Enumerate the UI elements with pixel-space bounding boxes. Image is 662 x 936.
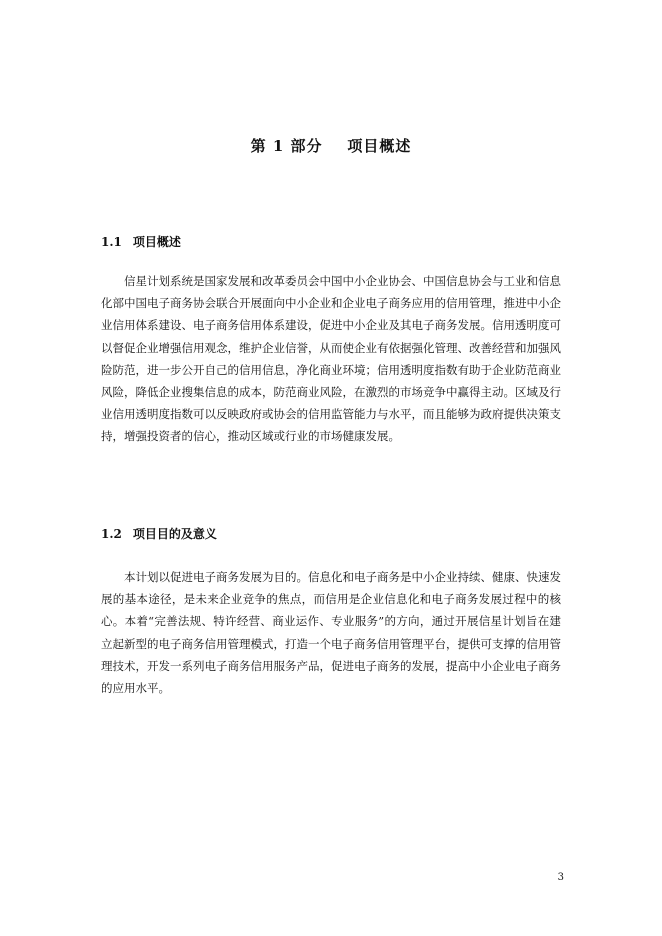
section-1-2-heading <box>101 526 217 542</box>
section-1-1-number: 1.1 <box>101 235 122 249</box>
section-1-2-paragraph: 本计划以促进电子商务发展为目的。信息化和电子商务是中小企业持续、健康、快速发展的基本途径，是未来企业竞争的焦点，而信用是企业信息化和电子商务发展过程中的核心。本着“完善法规、特许经营、商业运作、专业服务”的方向，通过开展信星计划旨在建立起新型的电子商务信用管理模式，打造一个电子商务信用管理平台，提供可支撑的信用管理技术，开发一系列电子商务信用服务产品，促进电子商务的发展，提高中小企业电子商务的应用水平。 <box>101 570 561 696</box>
page-number: 3 <box>557 872 564 883</box>
section-1-2-title: 项目目的及意义 <box>132 527 217 541</box>
section-1-1-paragraph: 信星计划系统是国家发展和改革委员会中国中小企业协会、中国信息协会与工业和信息化部中国电子商务协会联合开展面向中小企业和企业电子商务应用的信用管理，推进中小企业信用体系建设、电子商务信用体系建设，促进中小企业及其电子商务发展。信用透明度可以督促企业增强信用观念，维护企业信誉，从而使企业有依据强化管理、改善经营和加强风险防范，进一步公开自己的信用信息，净化商业环境；信用透明度指数有助于企业防范商业风险，降低企业搜集信息的成本，防范商业风险，在激烈的市场竞争中赢得主动。区域及行业信用透明度指数可以反映政府或协会的信用监管能力与水平，而且能够为政府提供决策支持，增强投资者的信心，推动区域或行业的市场健康发展。 <box>101 274 561 444</box>
section-1-2-number: 1.2 <box>101 527 122 541</box>
section-1-1-title: 项目概述 <box>132 235 181 249</box>
section-1-1-heading <box>101 234 181 250</box>
part-title: 第 1 部分 项目概述 <box>250 137 412 155</box>
